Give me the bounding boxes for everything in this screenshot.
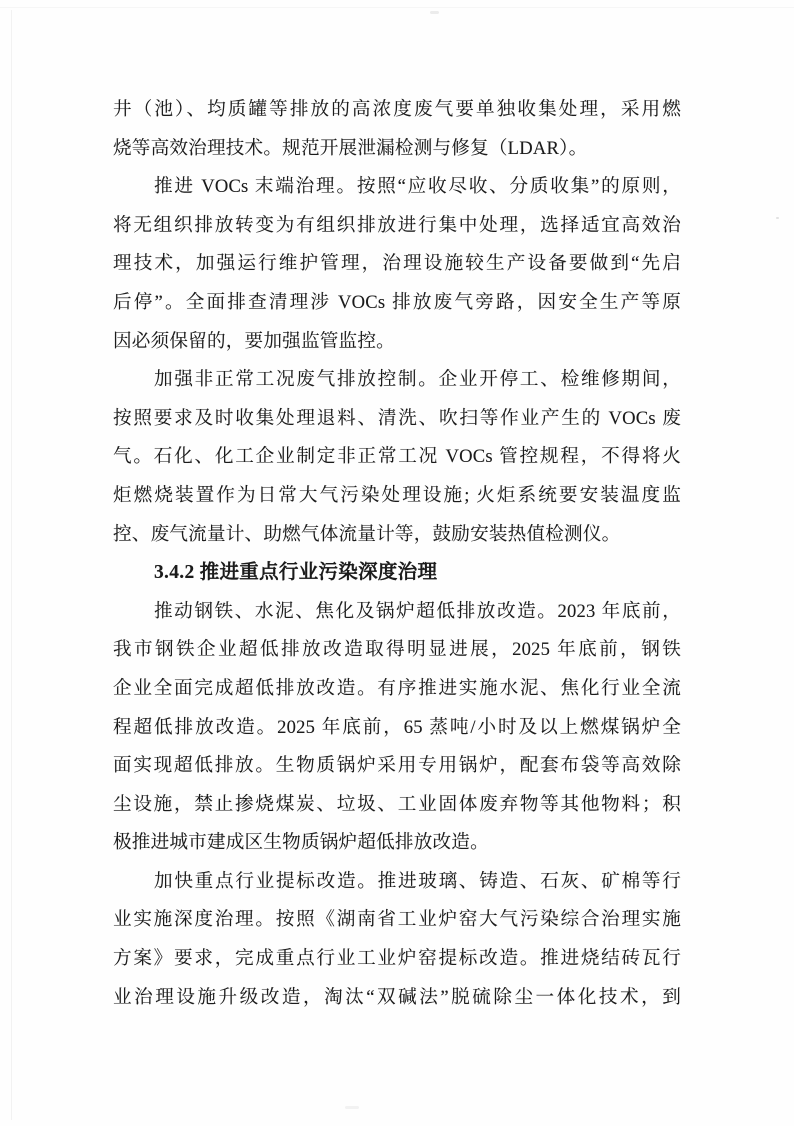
text-line: 气。石化、化工企业制定非正常工况 VOCs 管控规程，不得将火 [113, 446, 681, 468]
scan-edge-left [11, 10, 12, 1120]
text-line: 理技术，加强运行维护管理，治理设施较生产设备要做到“先启 [113, 253, 681, 275]
text-line: 后停”。全面排查清理涉 VOCs 排放废气旁路，因安全生产等原 [113, 291, 681, 313]
text-line: 井（池）、均质罐等排放的高浓度废气要单独收集处理，采用燃 [113, 99, 681, 120]
document-body [113, 91, 681, 1017]
text-line: 程超低排放改造。2025 年底前，65 蒸吨/小时及以上燃煤锅炉全 [113, 716, 681, 738]
text-line paragraph-end: 烧等高效治理技术。规范开展泄漏检测与修复（LDAR）。 [113, 137, 588, 159]
text-line paragraph-start: 加强非正常工况废气排放控制。企业开停工、检维修期间， [154, 369, 681, 391]
text-line paragraph-start: 推进 VOCs 末端治理。按照“应收尽收、分质收集”的原则， [154, 176, 681, 198]
text-line: 炬燃烧装置作为日常大气污染处理设施; 火炬系统要安装温度监 [113, 484, 681, 506]
scan-speck [776, 217, 779, 219]
scan-edge-top [0, 7, 794, 8]
section-heading: 3.4.2 推进重点行业污染深度治理 [154, 562, 438, 584]
text-line: 业治理设施升级改造，淘汰“双碱法”脱硫除尘一体化技术，到 [113, 986, 681, 1008]
text-line: 面实现超低排放。生物质锅炉采用专用锅炉，配套布袋等高效除 [113, 755, 681, 777]
text-line: 业实施深度治理。按照《湖南省工业炉窑大气污染综合治理实施 [113, 909, 681, 931]
text-line paragraph-start: 推动钢铁、水泥、焦化及锅炉超低排放改造。2023 年底前， [154, 600, 681, 622]
text-line: 企业全面完成超低排放改造。有序推进实施水泥、焦化行业全流 [113, 677, 681, 699]
scan-speck [345, 1106, 359, 1109]
text-line paragraph-end: 极推进城市建成区生物质锅炉超低排放改造。 [113, 832, 489, 854]
text-line paragraph-start: 加快重点行业提标改造。推进玻璃、铸造、石灰、矿棉等行 [154, 870, 681, 892]
text-line: 尘设施，禁止掺烧煤炭、垃圾、工业固体废弃物等其他物料；积 [113, 793, 681, 815]
text-line: 方案》要求，完成重点行业工业炉窑提标改造。推进烧结砖瓦行 [113, 948, 681, 970]
text-line paragraph-end: 控、废气流量计、助燃气体流量计等，鼓励安装热值检测仪。 [113, 523, 621, 545]
text-line: 我市钢铁企业超低排放改造取得明显进展，2025 年底前，钢铁 [113, 639, 681, 661]
text-line paragraph-end: 因必须保留的，要加强监管监控。 [113, 330, 395, 352]
text-line: 按照要求及时收集处理退料、清洗、吹扫等作业产生的 VOCs 废 [113, 407, 681, 429]
scan-speck [430, 11, 439, 14]
text-line: 将无组织排放转变为有组织排放进行集中处理，选择适宜高效治 [113, 214, 681, 236]
